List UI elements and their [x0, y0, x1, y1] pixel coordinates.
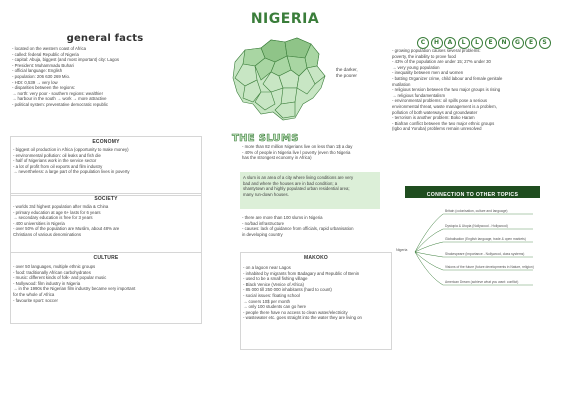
mindmap-branch: [415, 252, 443, 257]
slums-item: - no/bad infrastructure: [242, 220, 285, 226]
slum-definition-box: [240, 172, 380, 209]
slums-item: - more than 82 million Nigerians live on less than 1$ a day: [242, 144, 353, 149]
culture-item: - over 50 languages, multiple ethnic groups: [13, 264, 96, 269]
general-facts-heading: [50, 28, 160, 46]
map-legend-note: [336, 67, 358, 78]
mindmap-item: Britain (colonisation, culture and language): [445, 209, 508, 213]
challenge-letter: L: [458, 37, 470, 49]
economy-item: - half of Nigerians work in the service sector: [13, 158, 97, 164]
slums-facts-bottom: [242, 215, 353, 237]
culture-item: - Nollywood: film industry in Nigeria: [13, 280, 81, 286]
challenge-item: → religious fundamentalism: [392, 92, 446, 98]
slums-facts-top: [242, 144, 352, 161]
challenge-item: - religious tension between the two major groups is rising: [392, 87, 501, 93]
society-item: - 400 universities in Nigeria: [13, 220, 65, 226]
fact-item: - President: Muhammadu Buhari: [12, 62, 74, 68]
fact-item: - population: 206 630 269 Mio.: [12, 73, 71, 79]
fact-item: → harbour in the south → work → more attractive: [12, 96, 107, 102]
challenge-item: - terrorism is another problem: Boko Haram: [392, 115, 475, 121]
challenges-list: [392, 48, 502, 132]
makoko-item: - wastewater etc. goes straight into the water they are living on: [243, 315, 362, 321]
makoko-item: → covers 10$ per month: [243, 298, 291, 304]
challenge-item: - environmental problems: oil spills pose a serious: [392, 98, 488, 104]
general-facts-title: general facts: [66, 33, 144, 44]
makoko-item: → only 100 students can go here: [243, 304, 307, 310]
economy-item: - a lot of profit from oil exports and film industry: [13, 163, 103, 169]
fact-item: - official language: English: [12, 68, 63, 74]
makoko-item: - people there have no access to clean water/electricity: [243, 309, 348, 315]
definition-line: shantytown and highly populated urban residential area;: [243, 186, 350, 192]
challenge-letter: E: [485, 37, 497, 49]
economy-item: - environmental pollution: oil leaks and fish die: [13, 152, 101, 158]
makoko-item: - Black Venice (Venice of Africa): [243, 281, 304, 287]
map-region: [281, 88, 297, 104]
connection-heading-box: [405, 186, 540, 198]
culture-item: - music: different kinds of folk- and popular music: [13, 275, 107, 281]
challenge-letter: H: [431, 37, 443, 49]
fact-item: - political system: preventative democratic republic: [12, 101, 109, 107]
culture-item: → in the 1990s the Nigerian film industry became very important: [13, 286, 136, 292]
map-note-line: the poorer: [336, 72, 357, 78]
mindmap-branch: [415, 229, 443, 252]
makoko-item: - social issues: floating school: [243, 292, 300, 298]
makoko-heading: MAKOKO: [304, 255, 328, 261]
fact-item: - capital: Abuja, biggest (and most important) city: Lagos: [12, 57, 119, 63]
slums-item: - causes: lack of guidance from officials, rapid urbanisation: [242, 226, 354, 232]
society-item: Christians of various denominations: [13, 231, 82, 237]
economy-item: - biggest oil production in Africa (opportunity to make money): [13, 147, 129, 152]
fact-item: → north: very poor - southern regions: wealthier: [12, 90, 103, 96]
culture-item: for the whole of Africa: [13, 291, 55, 297]
map-note-line: the darker,: [336, 67, 358, 72]
challenge-item: → very young population: [392, 64, 440, 70]
slums-item: - 40% of people in Nigeria live l poverty (even tho Nigeria: [242, 149, 351, 155]
challenge-item: environmental threat, waste management is a problem,: [392, 103, 497, 109]
challenge-letter: E: [525, 37, 537, 49]
society-heading: SOCIETY: [94, 196, 118, 202]
culture-box: [10, 252, 202, 324]
society-item: - primary education at age 6+ lasts for 6 years: [13, 209, 101, 215]
challenge-letter: G: [512, 37, 524, 49]
slums-item: in developing country: [242, 231, 283, 237]
challenge-item: - Biafran conflict between the two major ethnic groups: [392, 120, 495, 126]
challenge-letter: N: [498, 37, 510, 49]
challenge-item: - 43% of the population are under 15; 27% under 30: [392, 59, 491, 65]
makoko-box: [240, 252, 392, 350]
society-item: - worlds 3rd highest population after India & China: [13, 204, 109, 209]
definition-line: bad and where the houses are in bad condition; a: [243, 180, 338, 186]
culture-heading: CULTURE: [93, 255, 119, 261]
general-facts-list: [12, 46, 119, 108]
challenge-item: - growing population causes several problems:: [392, 48, 481, 53]
mindmap-item: Dystopia & Utopia (Nollywood - Hollywood): [445, 224, 508, 228]
economy-heading: ECONOMY: [92, 139, 120, 145]
makoko-item: - on a lagoon near Lagos: [243, 265, 291, 270]
mindmap-item: Globalisation (English language, trade & open markets): [445, 237, 526, 241]
economy-box: [10, 136, 202, 196]
mindmap-center: Nigeria: [396, 248, 408, 252]
challenge-item: - inequality between men and women: [392, 70, 464, 76]
connection-heading: CONNECTION TO OTHER TOPICS: [426, 192, 519, 198]
challenge-letter: A: [444, 37, 456, 49]
challenge-item: pollution of both waterways and groundwater: [392, 109, 478, 115]
challenge-item: poverty, the inability to prove food: [392, 53, 456, 59]
fact-item: - called: federal Republic of Nigeria: [12, 51, 79, 57]
slums-item: has the strongest economy in Africa): [242, 155, 312, 161]
fact-item: - located on the western coast of Africa: [12, 46, 87, 51]
mindmap-branch: [415, 214, 443, 252]
fact-item: - HDI: 0,539 → very low: [12, 79, 58, 85]
challenge-item: mutilation: [392, 81, 411, 87]
challenge-letter: C: [417, 37, 429, 49]
nigeria-map: [225, 32, 335, 124]
fact-item: - disparities between the regions:: [12, 85, 76, 91]
mindmap-item: Shakespeare (importance - Nollywood, class systems): [445, 252, 525, 256]
slums-heading: THE SLUMS: [232, 133, 299, 144]
challenge-item: (Igbo and Yoruba) problems remain unresolved: [392, 126, 482, 132]
makoko-item: - used to be a small fishing village: [243, 276, 308, 282]
makoko-item: - inhabited by migrants from Badagary and Republic of Benin: [243, 270, 360, 276]
mindmap-item: American Dream (achieve what you want: conflict): [445, 280, 519, 284]
challenge-letter: S: [539, 37, 551, 49]
culture-item: - favourite sport: soccer: [13, 297, 58, 303]
page-title: NIGERIA: [250, 11, 320, 27]
mindmap-item: Visions of the future (future developments in Nature, religion): [445, 265, 534, 269]
challenge-letter: L: [471, 37, 483, 49]
society-item: → secondary education is free for 3 years: [13, 215, 93, 221]
economy-item: → nevertheless: a large part of the population lives in poverty: [13, 169, 130, 175]
challenges-heading: [417, 31, 552, 49]
slums-item: - there are more than 100 slums in Nigeria: [242, 215, 323, 220]
society-item: - over 50% of the population are Muslim, about 48% are: [13, 226, 120, 232]
definition-line: many run-down houses.: [243, 191, 289, 197]
challenge-item: - batting Organizer crime, child labour and female genitale: [392, 75, 503, 81]
makoko-item: - 85 000 till 250 000 inhabitants (hard to count): [243, 287, 332, 293]
culture-item: - food: traditionally African carbohydrates: [13, 269, 91, 275]
society-box: [10, 193, 202, 253]
definition-line: A slum is an area of a city where living conditions are very: [243, 175, 354, 180]
